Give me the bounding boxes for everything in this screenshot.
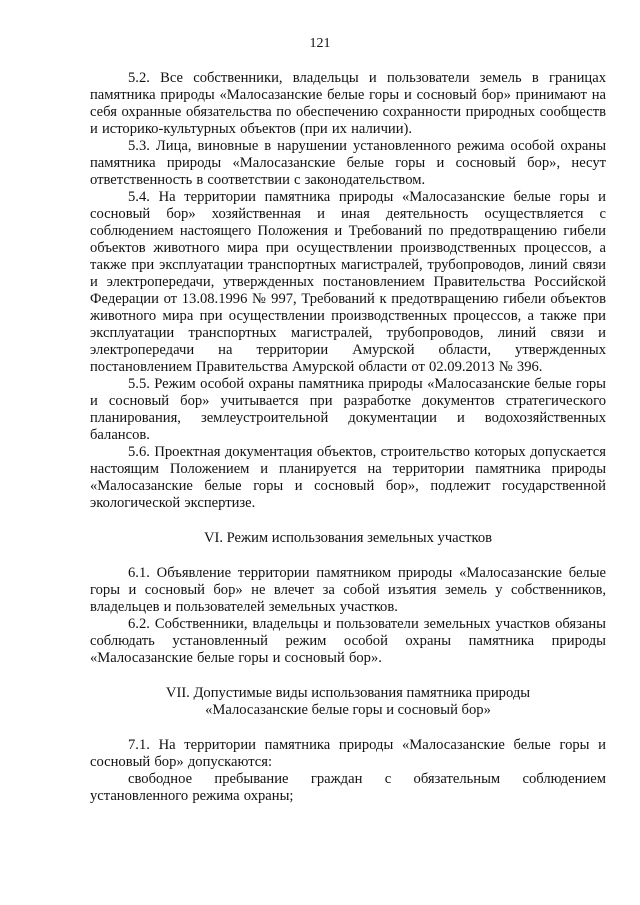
section-7-heading	[90, 685, 606, 719]
paragraph-6-2: 6.2. Собственники, владельцы и пользователи земельных участков обязаны соблюдать установленный режим особой охраны памятника природы «Малосазанские белые горы и сосновый бор».	[90, 616, 606, 666]
paragraph-5-3: 5.3. Лица, виновные в нарушении установленного режима особой охраны памятника природы «Малосазанские белые горы и сосновый бор», несут ответственность в соответствии с законодательством.	[90, 138, 606, 188]
spacer	[90, 719, 606, 737]
paragraph-5-6: 5.6. Проектная документация объектов, строительство которых допускается настоящим Положением и планируется на территории памятника природы «Малосазанские белые горы и сосновый бор», подлежит государственной экологической экспертизе.	[90, 444, 606, 511]
paragraph-5-4: 5.4. На территории памятника природы «Малосазанские белые горы и сосновый бор» хозяйственная и иная деятельность осуществляется с соблюдением настоящего Положения и Требований по предотвращению гибели объектов животного мира при осуществлении производственных процессов, а также при эксплуатации транспортных магистралей, трубопроводов, линий связи и электропередачи, утвержденных постановлением Правительства Российской Федерации от 13.08.1996 № 997, Требований к предотвращению гибели объектов животного мира при осуществлении производственных процессов, а также при эксплуатации транспортных магистралей, трубопроводов, линий связи и электропередачи на территории Амурской области, утвержденных постановлением Правительства Амурской области от 02.09.2013 № 396.	[90, 189, 606, 375]
spacer	[90, 667, 606, 685]
section-6-heading: VI. Режим использования земельных участков	[203, 530, 493, 546]
section-7-heading-line-2: «Малосазанские белые горы и сосновый бор»	[205, 702, 491, 718]
paragraph-7-1: 7.1. На территории памятника природы «Малосазанские белые горы и сосновый бор» допускаются:	[90, 737, 606, 770]
paragraph-5-5: 5.5. Режим особой охраны памятника природы «Малосазанские белые горы и сосновый бор» учитывается при разработке документов стратегического планирования, землеустроительной документации и водохозяйственных балансов.	[90, 376, 606, 443]
page-number: 121	[309, 36, 331, 51]
document-body	[90, 70, 606, 805]
paragraph-5-2: 5.2. Все собственники, владельцы и пользователи земель в границах памятника природы «Малосазанские белые горы и сосновый бор» принимают на себя охранные обязательства по обеспечению сохранности природных сообществ и историко-культурных объектов (при их наличии).	[90, 70, 606, 137]
paragraph-7-1-item: свободное пребывание граждан с обязательным соблюдением установленного режима охраны;	[90, 771, 606, 804]
section-7-heading-line-1: VII. Допустимые виды использования памятника природы	[165, 685, 531, 701]
paragraph-6-1: 6.1. Объявление территории памятником природы «Малосазанские белые горы и сосновый бор» не влечет за собой изъятия земель у собственников, владельцев и пользователей земельных участков.	[90, 565, 606, 615]
spacer	[90, 512, 606, 530]
spacer	[90, 547, 606, 565]
